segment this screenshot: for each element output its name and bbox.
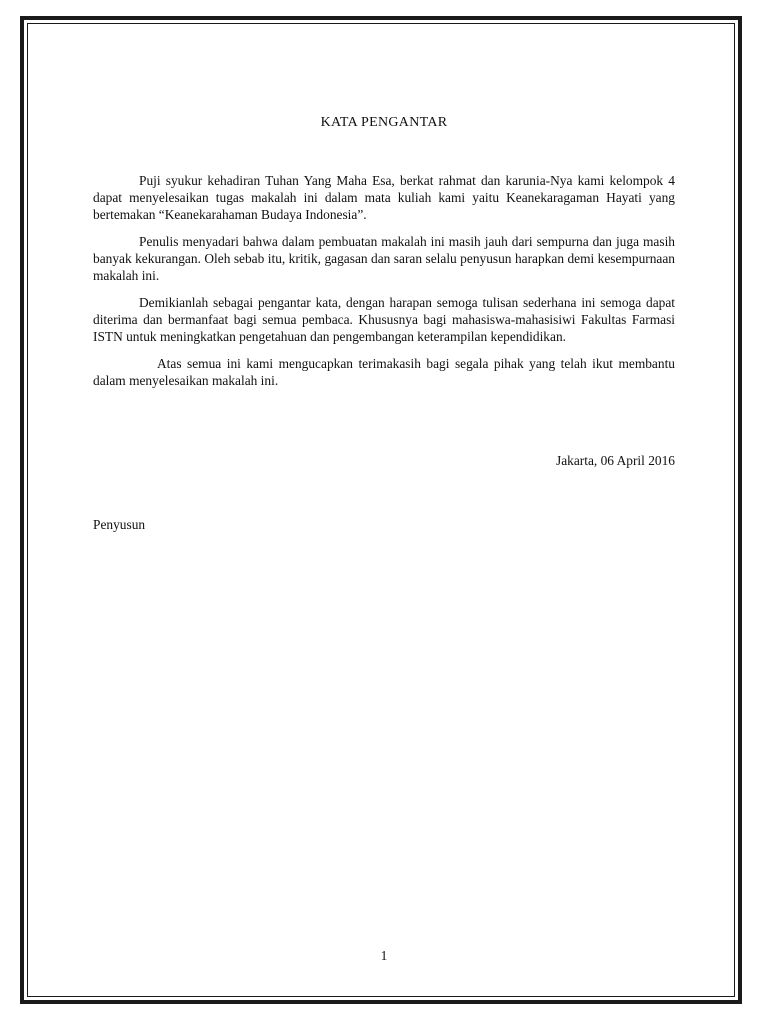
document-title: KATA PENGANTAR bbox=[320, 115, 448, 130]
paragraph-thanks: Atas semua ini kami mengucapkan terimakasih bagi segala pihak yang telah ikut membantu dalam menyelesaikan makalah ini. bbox=[93, 356, 675, 388]
date-line: Jakarta, 06 April 2016 bbox=[555, 453, 675, 468]
paragraph-closing: Demikianlah sebagai pengantar kata, dengan harapan semoga tulisan sederhana ini semoga dapat diterima dan bermanfaat bagi semua pembaca. Khususnya bagi mahasiswa-mahasisiwi Fakultas Farmasi ISTN untuk meningkatkan pengetahuan dan pengembangan keterampilan kependidikan. bbox=[93, 295, 675, 344]
page-border-inner bbox=[27, 23, 735, 997]
document-body bbox=[93, 172, 675, 399]
paragraph-limitations: Penulis menyadari bahwa dalam pembuatan makalah ini masih jauh dari sempurna dan juga masih banyak kekurangan. Oleh sebab itu, kritik, gagasan dan saran selalu penyusun harapkan demi kesempurnaan makalah ini. bbox=[93, 234, 675, 283]
paragraph-gratitude: Puji syukur kehadiran Tuhan Yang Maha Esa, berkat rahmat dan karunia-Nya kami kelompok 4 dapat menyelesaikan tugas makalah ini dalam mata kuliah kami yaitu Keanekaragaman Hayati yang bertemakan “Keanekarahaman Budaya Indonesia”. bbox=[93, 173, 675, 222]
page-number: 1 bbox=[380, 948, 388, 963]
signer-label: Penyusun bbox=[93, 517, 146, 532]
